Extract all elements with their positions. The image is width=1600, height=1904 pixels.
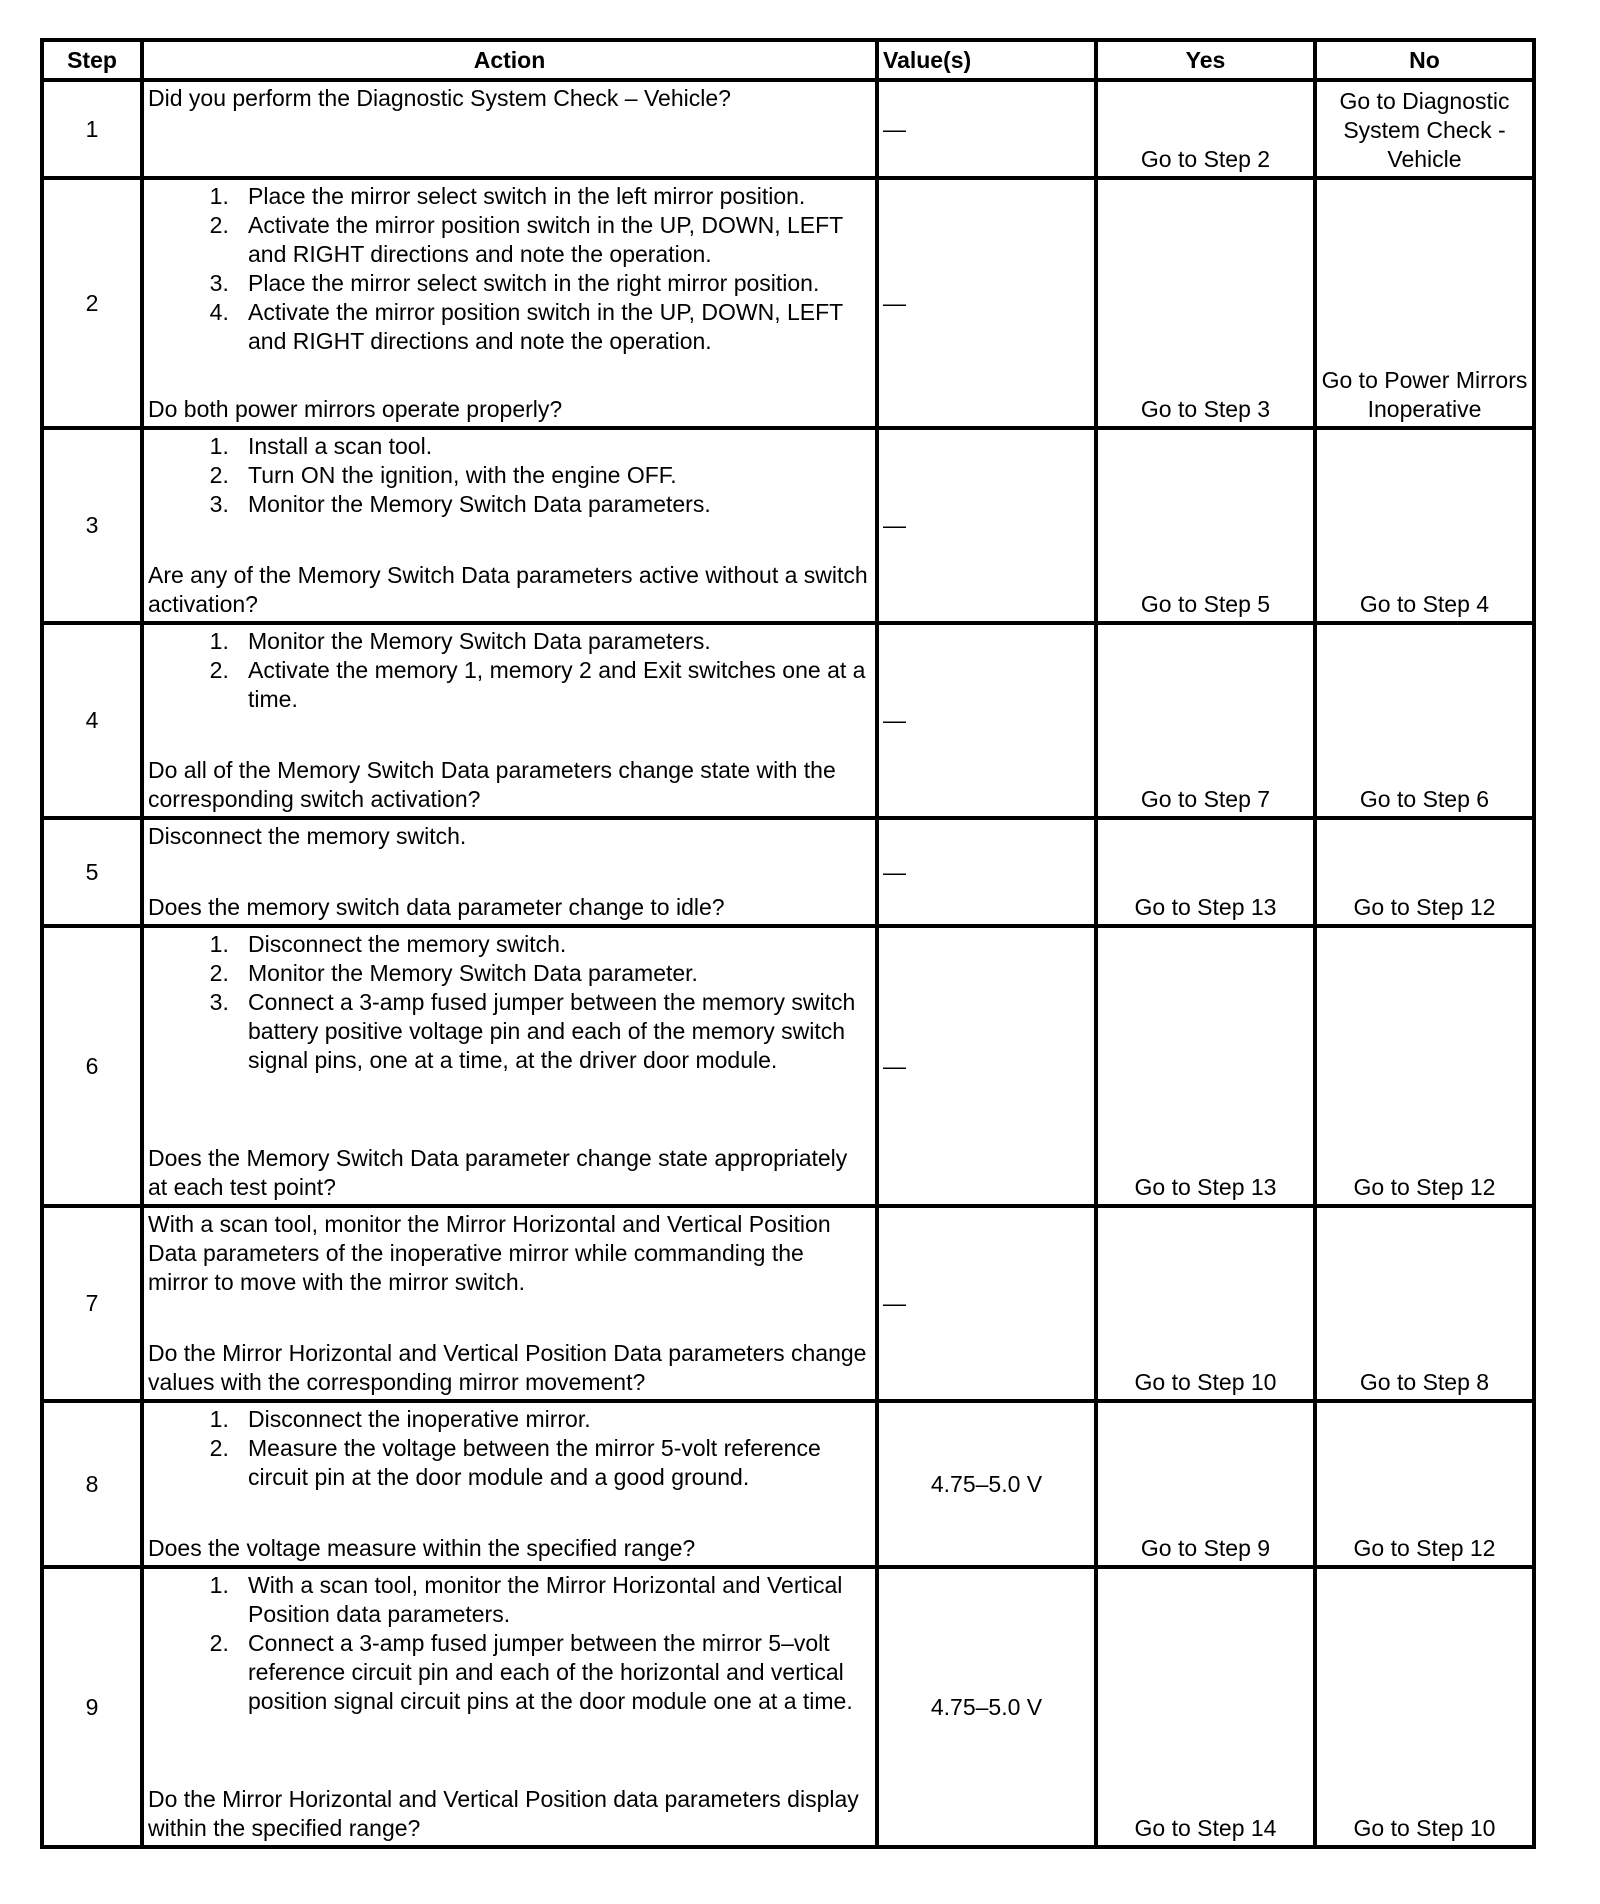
action-step-item: 1. Monitor the Memory Switch Data parameters. (248, 627, 869, 656)
no-result-text: Go to Step 12 (1353, 1174, 1496, 1200)
value-cell: — (877, 178, 1096, 428)
yes-result-text: Go to Step 7 (1140, 786, 1271, 812)
yes-result (1096, 1401, 1315, 1567)
action-cell (142, 926, 877, 1206)
action-step-item: 1. Disconnect the memory switch. (248, 930, 869, 959)
action-question: Do all of the Memory Switch Data parameters change state with the corresponding switch activation? (148, 757, 836, 812)
table-row (42, 1401, 1534, 1567)
action-question: Are any of the Memory Switch Data parameters active without a switch activation? (148, 562, 868, 617)
action-cell (142, 818, 877, 926)
step-number: 7 (42, 1206, 142, 1401)
action-steps-list (148, 1571, 869, 1716)
no-result-text: Go to Diagnostic System Check - Vehicle (1339, 88, 1510, 172)
table-body (42, 80, 1534, 1847)
header-no: No (1315, 40, 1534, 80)
yes-result-text: Go to Step 3 (1140, 396, 1271, 422)
value-cell: — (877, 818, 1096, 926)
action-cell (142, 1401, 877, 1567)
value-cell: 4.75–5.0 V (877, 1567, 1096, 1847)
action-question: Does the voltage measure within the specified range? (148, 1535, 696, 1561)
no-result (1315, 178, 1534, 428)
value-cell: — (877, 623, 1096, 818)
table-header (42, 40, 1534, 80)
yes-result-text: Go to Step 9 (1140, 1535, 1271, 1561)
value-cell: — (877, 1206, 1096, 1401)
no-result-text: Go to Step 10 (1353, 1815, 1496, 1841)
table-row (42, 1567, 1534, 1847)
no-result (1315, 1206, 1534, 1401)
action-steps-list (148, 1405, 869, 1492)
step-number: 5 (42, 818, 142, 926)
table-row (42, 80, 1534, 178)
yes-result-text: Go to Step 14 (1134, 1815, 1277, 1841)
no-result (1315, 926, 1534, 1206)
action-text: Disconnect the memory switch. (148, 823, 467, 849)
action-cell (142, 1567, 877, 1847)
header-action: Action (142, 40, 877, 80)
no-result (1315, 428, 1534, 623)
action-steps-list (148, 930, 869, 1075)
action-text: With a scan tool, monitor the Mirror Horizontal and Vertical Position Data parameters of the inoperative mirror while commanding the mirror to move with the mirror switch. (148, 1211, 831, 1295)
no-result (1315, 1567, 1534, 1847)
action-question: Does the memory switch data parameter change to idle? (148, 894, 725, 920)
no-result-text: Go to Step 6 (1359, 786, 1490, 812)
action-step-item: 3. Connect a 3-amp fused jumper between the memory switch battery positive voltage pin and each of the memory switch signal pins, one at a time, at the driver door module. (248, 988, 869, 1075)
action-question: Do both power mirrors operate properly? (148, 396, 563, 422)
table-row (42, 818, 1534, 926)
action-step-item: 2. Monitor the Memory Switch Data parameter. (248, 959, 869, 988)
action-step-item: 1. Place the mirror select switch in the left mirror position. (248, 182, 869, 211)
action-step-item: 3. Place the mirror select switch in the right mirror position. (248, 269, 869, 298)
header-step: Step (42, 40, 142, 80)
action-step-item: 3. Monitor the Memory Switch Data parameters. (248, 490, 869, 519)
yes-result (1096, 428, 1315, 623)
action-step-item: 2. Measure the voltage between the mirror 5-volt reference circuit pin at the door module and a good ground. (248, 1434, 869, 1492)
yes-result (1096, 80, 1315, 178)
action-question: Does the Memory Switch Data parameter change state appropriately at each test point? (148, 1145, 848, 1200)
table-row (42, 623, 1534, 818)
yes-result (1096, 1206, 1315, 1401)
diagnostic-table (40, 38, 1536, 1849)
no-result-text: Go to Step 8 (1359, 1369, 1490, 1395)
header-yes: Yes (1096, 40, 1315, 80)
no-result (1315, 818, 1534, 926)
no-result (1315, 623, 1534, 818)
action-step-item: 2. Connect a 3-amp fused jumper between the mirror 5–volt reference circuit pin and each of the horizontal and vertical position signal circuit pins at the door module one at a time. (248, 1629, 869, 1716)
action-step-item: 2. Turn ON the ignition, with the engine OFF. (248, 461, 869, 490)
action-step-item: 1. Install a scan tool. (248, 432, 869, 461)
value-cell: — (877, 80, 1096, 178)
step-number: 1 (42, 80, 142, 178)
value-cell: 4.75–5.0 V (877, 1401, 1096, 1567)
action-step-item: 2. Activate the mirror position switch in the UP, DOWN, LEFT and RIGHT directions and note the operation. (248, 211, 869, 269)
step-number: 2 (42, 178, 142, 428)
action-question: Do the Mirror Horizontal and Vertical Position data parameters display within the specified range? (148, 1786, 859, 1841)
action-cell (142, 80, 877, 178)
action-cell (142, 1206, 877, 1401)
value-cell: — (877, 428, 1096, 623)
value-cell: — (877, 926, 1096, 1206)
yes-result (1096, 623, 1315, 818)
yes-result-text: Go to Step 13 (1134, 894, 1277, 920)
action-step-item: 1. Disconnect the inoperative mirror. (248, 1405, 869, 1434)
no-result-text: Go to Step 4 (1359, 591, 1490, 617)
step-number: 8 (42, 1401, 142, 1567)
action-cell (142, 623, 877, 818)
step-number: 9 (42, 1567, 142, 1847)
header-values: Value(s) (877, 40, 1096, 80)
table-row (42, 1206, 1534, 1401)
header-row (42, 40, 1534, 80)
step-number: 3 (42, 428, 142, 623)
no-result-text: Go to Power Mirrors Inoperative (1321, 367, 1528, 422)
no-result-text: Go to Step 12 (1353, 1535, 1496, 1561)
action-cell (142, 428, 877, 623)
action-steps-list (148, 627, 869, 714)
yes-result-text: Go to Step 5 (1140, 591, 1271, 617)
yes-result (1096, 818, 1315, 926)
yes-result-text: Go to Step 13 (1134, 1174, 1277, 1200)
no-result (1315, 1401, 1534, 1567)
step-number: 4 (42, 623, 142, 818)
no-result (1315, 80, 1534, 178)
action-step-item: 4. Activate the mirror position switch in the UP, DOWN, LEFT and RIGHT directions and note the operation. (248, 298, 869, 356)
yes-result-text: Go to Step 10 (1134, 1369, 1277, 1395)
action-text: Did you perform the Diagnostic System Check – Vehicle? (148, 85, 731, 111)
yes-result (1096, 926, 1315, 1206)
yes-result (1096, 178, 1315, 428)
table-row (42, 178, 1534, 428)
table-row (42, 428, 1534, 623)
yes-result-text: Go to Step 2 (1140, 146, 1271, 172)
action-step-item: 1. With a scan tool, monitor the Mirror Horizontal and Vertical Position data parameters. (248, 1571, 869, 1629)
action-step-item: 2. Activate the memory 1, memory 2 and Exit switches one at a time. (248, 656, 869, 714)
action-cell (142, 178, 877, 428)
yes-result (1096, 1567, 1315, 1847)
no-result-text: Go to Step 12 (1353, 894, 1496, 920)
action-question: Do the Mirror Horizontal and Vertical Position Data parameters change values with the corresponding mirror movement? (148, 1340, 867, 1395)
step-number: 6 (42, 926, 142, 1206)
table-row (42, 926, 1534, 1206)
action-steps-list (148, 182, 869, 356)
action-steps-list (148, 432, 869, 519)
